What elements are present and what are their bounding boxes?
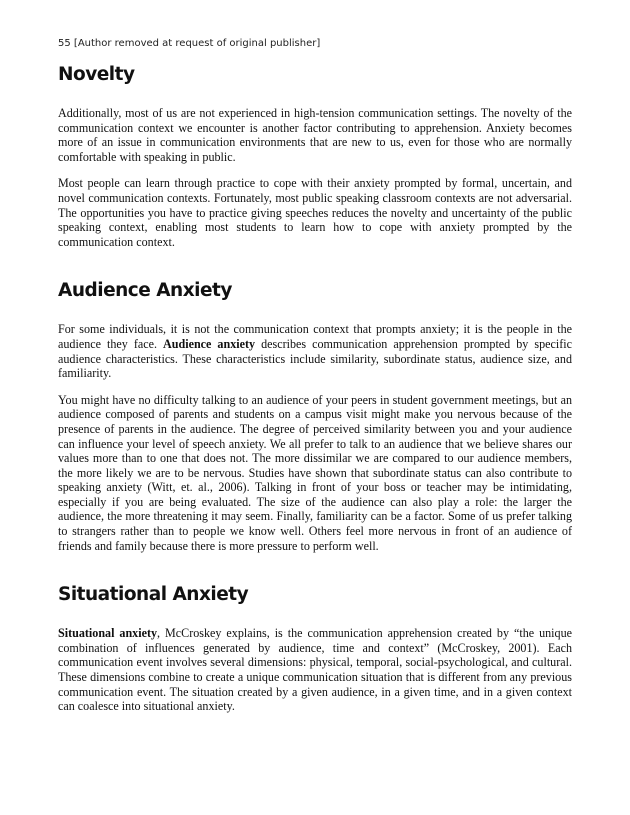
page <box>58 38 572 714</box>
paragraph-text: For some individuals, it is not the communication context that prompts anxiety; it is the people in the audience they face. <box>58 322 572 351</box>
paragraph <box>58 626 572 714</box>
paragraph-text: describes communication apprehension prompted by specific audience characteristics. These characteristics include similarity, subordinate status, audience size, and familiarity. <box>58 336 572 381</box>
section-novelty <box>58 63 572 249</box>
key-term: Situational anxiety <box>58 626 158 641</box>
key-term: Audience anxiety <box>163 336 256 351</box>
paragraph: You might have no difficulty talking to an audience of your peers in student government meetings, but an audience composed of parents and students on a campus visit might make you nervous because of the presence of parents in the audience. The degree of perceived similarity between you and your audience can influence your level of speech anxiety. We all prefer to talk to an audience that we believe shares our values more than to one that does not. The more dissimilar we are compared to our audience members, the more likely we are to be nervous. Studies have shown that subordinate status can also contribute to speaking anxiety (Witt, et. al., 2006). Talking in front of your boss or teacher may be intimidating, especially if you are being evaluated. The size of the audience can also play a role: the larger the audience, the more threatening it may seem. Finally, familiarity can be a factor. Some of us prefer talking to strangers rather than to people we know well. Others feel more nervous in front of an audience of friends and family because there is more pressure to perform well. <box>58 392 572 553</box>
paragraph: Additionally, most of us are not experienced in high-tension communication settings. The novelty of the communication context we encounter is another factor contributing to apprehension. Anxiety becomes more of an issue in communication environments that are new to us, even for those who are normally comfortable with speaking in public. <box>58 106 572 164</box>
page-number: 55 <box>58 38 71 49</box>
section-situational-anxiety <box>58 583 572 714</box>
section-heading-novelty: Novelty <box>58 64 135 85</box>
section-heading-situational-anxiety: Situational Anxiety <box>58 584 249 606</box>
paragraph: Most people can learn through practice to cope with their anxiety prompted by formal, uncertain, and novel communication contexts. Fortunately, most public speaking classroom contexts are not adversarial. The opportunities you have to practice giving speeches reduces the novelty and uncertainty of the public speaking context, enabling most students to learn how to cope with anxiety prompted by the communication context. <box>58 176 572 249</box>
running-header <box>58 38 572 50</box>
running-title: [Author removed at request of original publisher] <box>73 38 321 49</box>
paragraph-text: , McCroskey explains, is the communication apprehension created by “the unique combination of influences generated by audience, time and context” (McCroskey, 2001). Each communication event involves several dimensions: physical, temporal, social-psychological, and cultural. These dimensions combine to create a unique communication situation that is different from any previous communication event. The situation created by a given audience, in a given time, and in a given context can coalesce into situational anxiety. <box>58 626 573 714</box>
paragraph <box>58 322 572 380</box>
section-heading-audience-anxiety: Audience Anxiety <box>58 280 232 302</box>
section-audience-anxiety <box>58 279 572 553</box>
